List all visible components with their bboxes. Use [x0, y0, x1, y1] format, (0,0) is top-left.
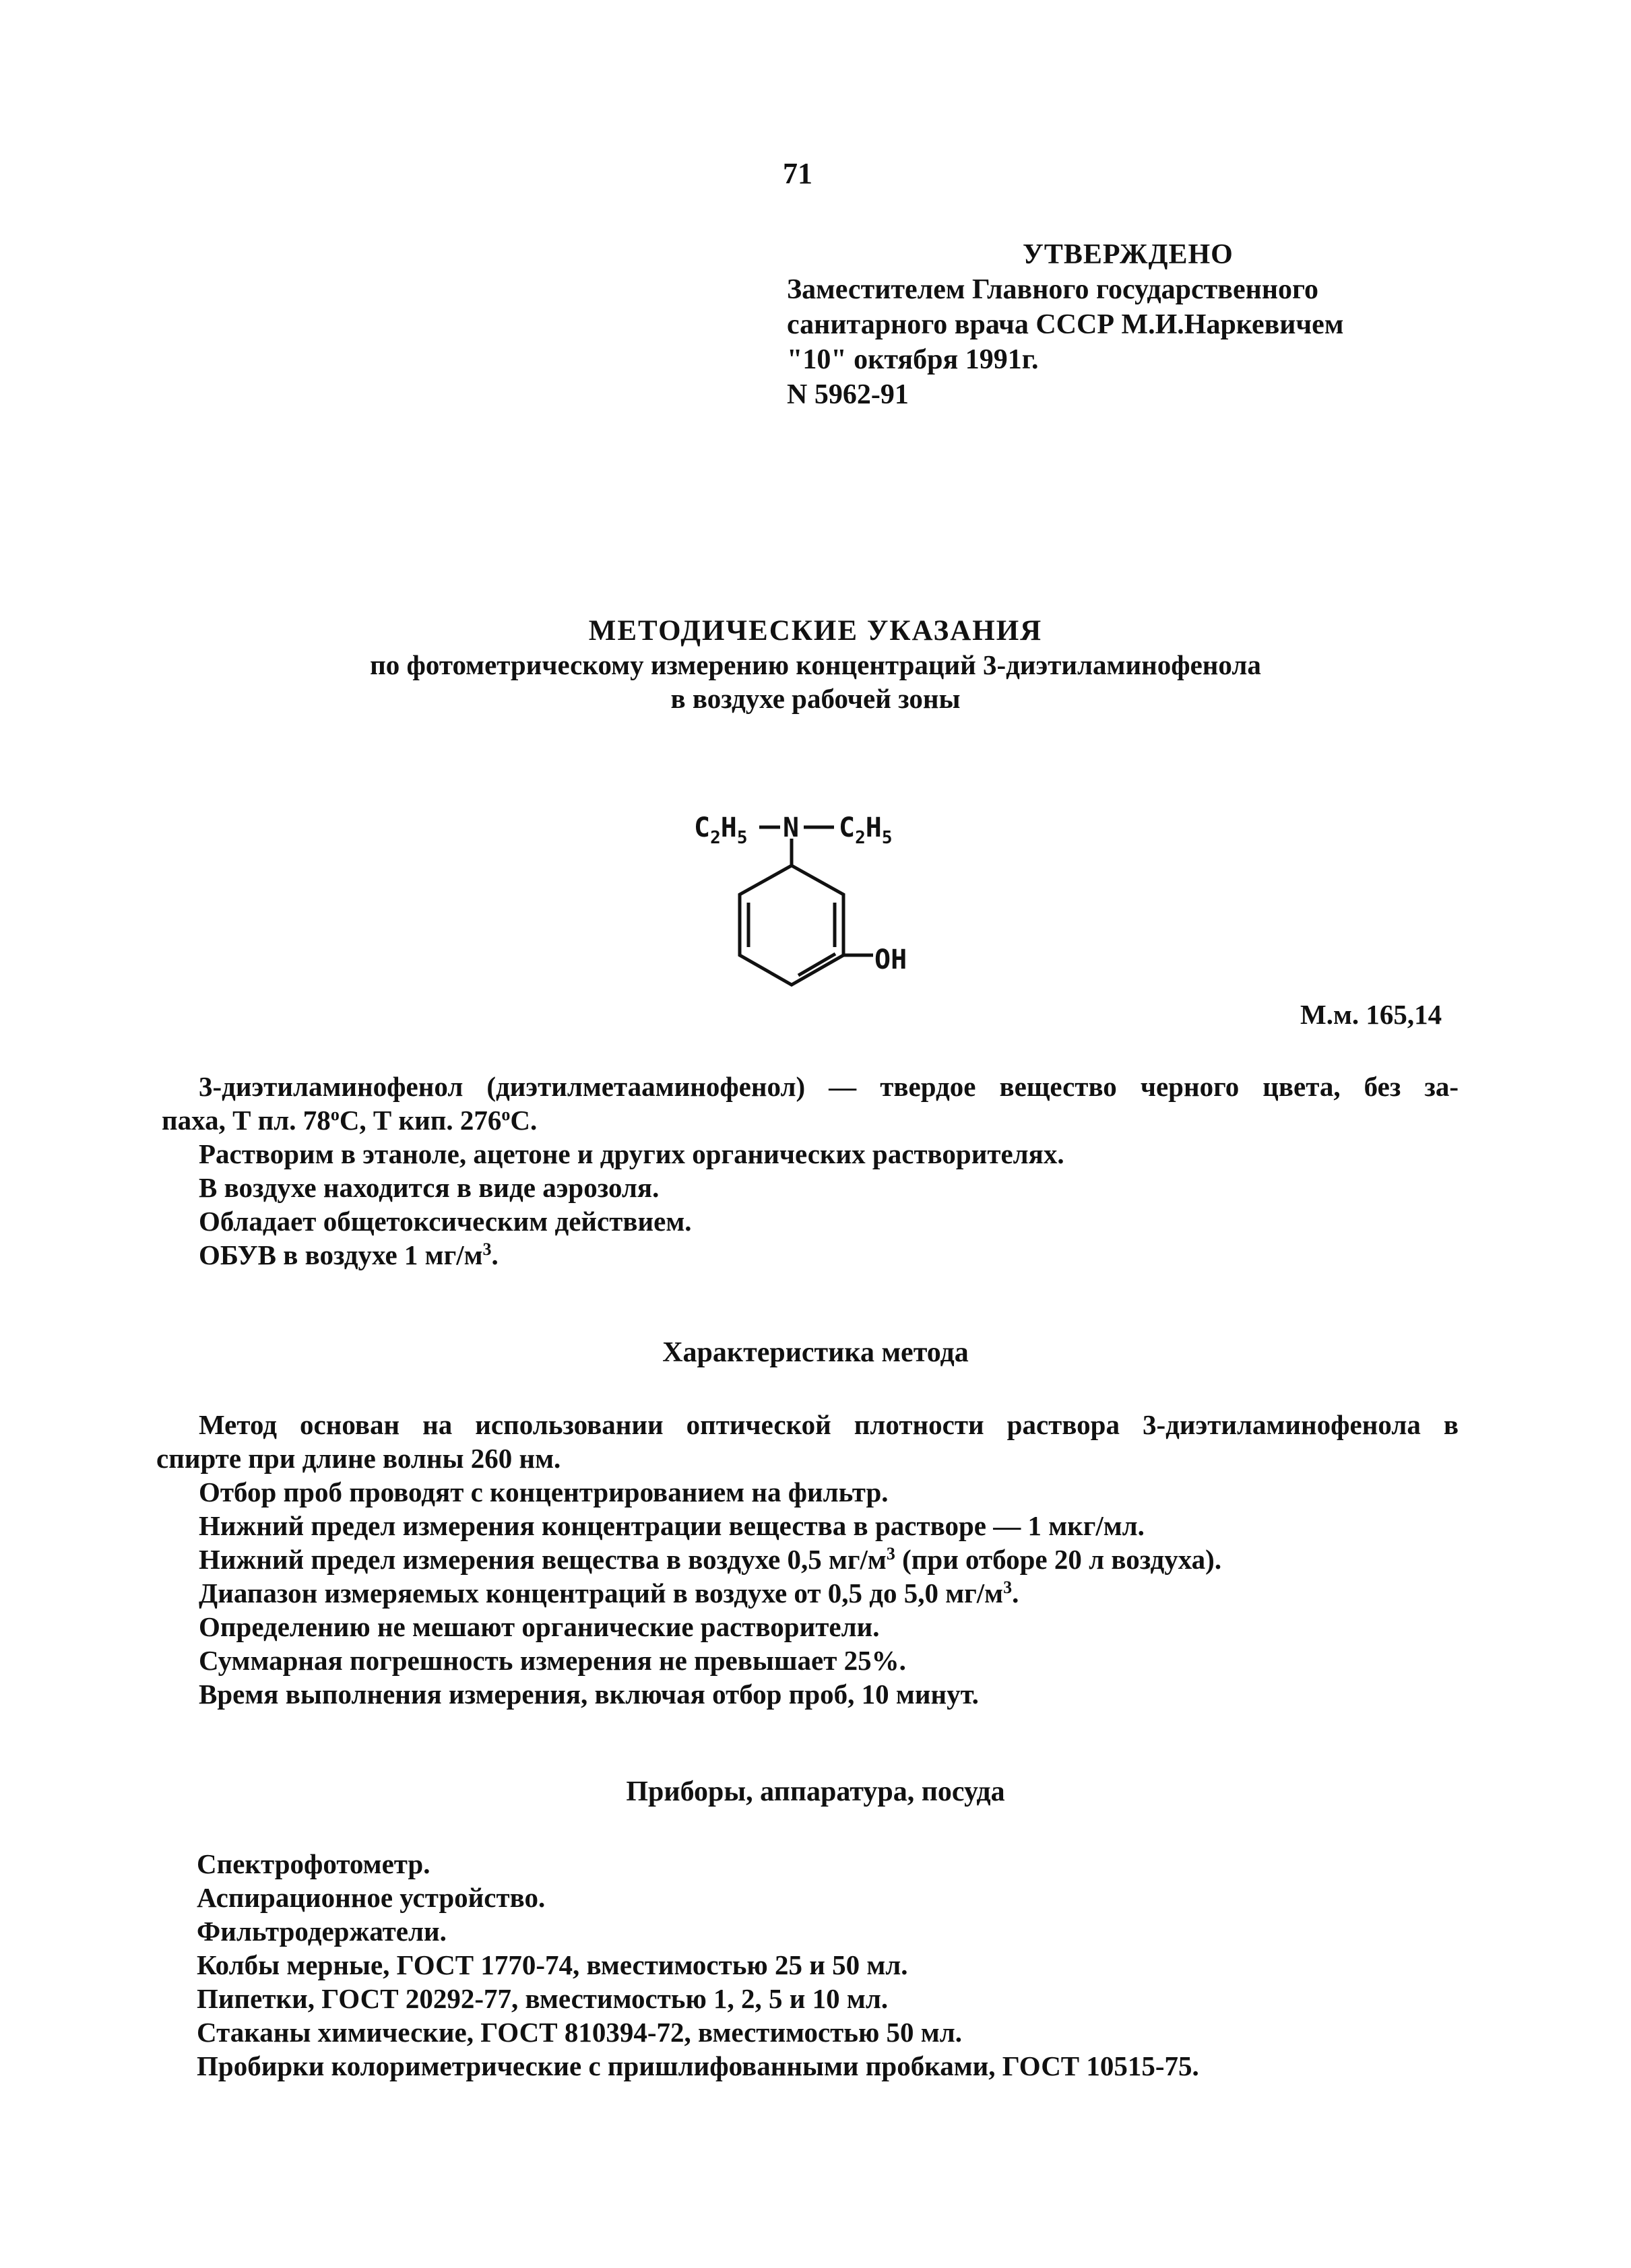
equipment-item: Спектрофотометр.	[197, 1848, 430, 1879]
method-line: Отбор проб проводят с концентрированием на фильтр.	[199, 1477, 889, 1508]
approval-line: Заместителем Главного государственного	[787, 274, 1319, 305]
document-title	[0, 614, 1631, 715]
method-line: Нижний предел измерения концентрации вещества в растворе — 1 мкг/мл.	[199, 1510, 1145, 1541]
approval-line: N 5962-91	[787, 379, 909, 410]
method-line: спирте при длине волны 260 нм.	[156, 1443, 561, 1474]
approval-heading: УТВЕРЖДЕНО	[1023, 239, 1234, 270]
description-line: Обладает общетоксическим действием.	[199, 1206, 692, 1237]
benzene-ring	[740, 866, 843, 985]
equipment-item: Пробирки колориметрические с пришлифованными пробками, ГОСТ 10515-75.	[197, 2050, 1199, 2081]
nitrogen-label: N	[783, 812, 800, 843]
method-line: Нижний предел измерения вещества в воздухе 0,5 $мг/м^3$ (при отборе 20 л воздуха).	[199, 1544, 1222, 1575]
molecular-weight: М.м. 165,14	[1300, 999, 1442, 1030]
page-number: 71	[783, 157, 812, 190]
structural-formula	[694, 802, 923, 1004]
description-line: Растворим в этаноле, ацетоне и других органических растворителях.	[199, 1138, 1064, 1169]
equipment-item: Аспирационное устройство.	[197, 1882, 546, 1913]
section-title-equipment: Приборы, аппаратура, посуда	[626, 1776, 1005, 1807]
method-line: Определению не мешают органические растворители.	[199, 1611, 880, 1642]
approval-line: санитарного врача СССР М.И.Наркевичем	[787, 309, 1344, 340]
equipment-item: Колбы мерные, ГОСТ 1770-74, вместимостью 25 и 50 мл.	[197, 1949, 908, 1980]
equipment-item: Стаканы химические, ГОСТ 810394-72, вместимостью 50 мл.	[197, 2017, 962, 2048]
equipment-item: Пипетки, ГОСТ 20292-77, вместимостью 1, 2, 5 и 10 мл.	[197, 1983, 889, 2014]
title-line: по фотометрическому измерению концентраций 3-диэтиламинофенола	[370, 649, 1261, 680]
description-line: паха, Т пл. $78^оС$, Т кип. $276^оС$.	[162, 1105, 538, 1136]
formula-labels	[694, 812, 907, 975]
title-line: в воздухе рабочей зоны	[670, 683, 961, 714]
formula-bonds	[740, 827, 873, 985]
approval-line: "10" октября 1991г.	[787, 344, 1039, 375]
description-line: В воздухе находится в виде аэрозоля.	[199, 1172, 660, 1203]
method-line: Метод основан на использовании оптической плотности раствора 3-диэтиламинофенола в	[199, 1409, 1459, 1440]
ethyl-left-label: $C_2H_5$	[694, 812, 748, 848]
section-title-method: Характеристика метода	[662, 1337, 969, 1368]
description-line: ОБУВ в воздухе 1 $мг/м^3$.	[199, 1239, 499, 1270]
hydroxyl-label: OH	[874, 944, 907, 975]
title-line: МЕТОДИЧЕСКИЕ УКАЗАНИЯ	[588, 615, 1043, 647]
approval-block	[787, 237, 1343, 412]
equipment-item: Фильтродержатели.	[197, 1916, 447, 1947]
description-line: 3-диэтиламинофенол (диэтилметааминофенол) — твердое вещество черного цвета, без за-	[199, 1071, 1459, 1102]
method-line: Суммарная погрешность измерения не превышает 25%.	[199, 1645, 906, 1676]
method-line: Время выполнения измерения, включая отбор проб, 10 минут.	[199, 1679, 979, 1710]
method-line: Диапазон измеряемых концентраций в воздухе от 0,5 до 5,0 $мг/м^3$.	[199, 1578, 1019, 1609]
ethyl-right-label: $C_2H_5$	[839, 812, 893, 848]
